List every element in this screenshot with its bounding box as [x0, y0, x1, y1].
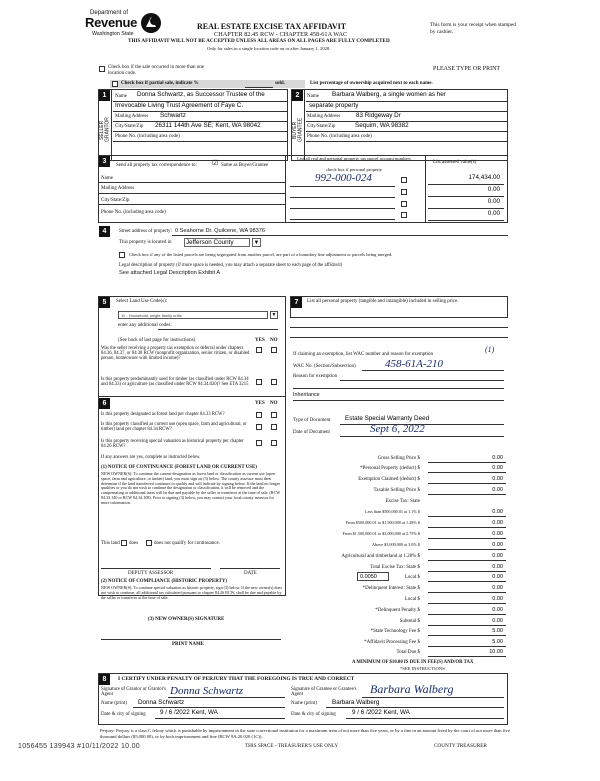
buyer-phone-label: Phone No. (including area code)	[307, 134, 372, 139]
calc-label-penalty: *Delinquent Penalty $	[375, 608, 420, 613]
seller-name-label: Name	[115, 94, 127, 99]
calc-value-processing-fee[interactable]: 5.00	[492, 639, 503, 645]
land-use-label: Select Land Use Code(s):	[116, 299, 168, 304]
buyer-mail-label: Mailing Address	[307, 114, 341, 119]
seller-side-label: SELLER GRANTOR	[99, 117, 111, 143]
grantee-signature-label: Signature of Grantee or Grantee's Agent	[291, 687, 357, 698]
s6-q1-no-checkbox[interactable]	[271, 412, 277, 418]
grantor-name-label: Name (print)	[101, 701, 127, 706]
s3-phone-label: Phone No. (including area code)	[101, 210, 166, 215]
calc-value-gross[interactable]: 0.00	[492, 455, 503, 461]
calc-label-tier4: Above $3,000,000 at 3.0% $	[371, 542, 420, 547]
grantee-name-label: Name (print)	[291, 701, 317, 706]
buyer-city[interactable]: Sequim, WA 98382	[355, 122, 409, 129]
grantor-date-label: Date & city of signing	[101, 712, 146, 717]
grantee-signature[interactable]: Barbara Walberg	[370, 682, 454, 696]
calc-label-processing-fee: *Affidavit Processing Fee $	[364, 640, 420, 645]
s3-city-label: City/State/Zip	[101, 198, 130, 203]
seller-name[interactable]: Donna Schwartz, as Successor Trustee of the	[137, 91, 265, 98]
exemption-reason[interactable]: Inheritance	[293, 392, 320, 398]
calc-label-taxable: Taxable Selling Price $	[373, 488, 420, 493]
deputy-assessor-label: DEPUTY ASSESSOR	[128, 571, 174, 576]
s6-q3-yes-checkbox[interactable]	[256, 440, 262, 446]
assessed-value-2[interactable]: 0.00	[487, 186, 500, 193]
calc-label-subtotal: Subtotal $	[399, 619, 420, 624]
doc-type[interactable]: Estate Special Warranty Deed	[345, 415, 430, 422]
section-2-number: 2	[292, 90, 303, 101]
county-dropdown-icon[interactable]: ▼	[253, 240, 260, 246]
notice-2-title: (2) NOTICE OF COMPLIANCE (HISTORIC PROPERTY)	[101, 579, 228, 584]
buyer-name-continued[interactable]: separate property	[309, 102, 359, 109]
calc-value-tier4[interactable]: 0.00	[492, 542, 503, 548]
s6-q2-yes-checkbox[interactable]	[256, 424, 262, 430]
section-4-number: 4	[99, 226, 110, 237]
calc-label-delinq-local: Local $	[404, 597, 420, 602]
exemption-label: If claiming an exemption, list WAC number and reason for exemption	[293, 352, 434, 357]
grantee-date-city[interactable]: 9 / 6 /2022 Kent, WA	[352, 709, 410, 716]
buyer-name-label: Name	[307, 94, 319, 99]
notice-1-text: NEW OWNER(S): To continue the current designation as forest land or classification as current use (open space, farm and agriculture, or timber) land, you must sign on (3) below. The county assessor must then determine if the land transferred continues to qualify and will indicate by signing below. If the land no longer qualifies or you do not wish to continue the designation or classification, it will be removed and the compensating or additional taxes will be due and payable by the seller or transferor at the time of sale. (RCW 84.33.140 or RCW 84.34.108). Prior to signing (3) below, you may contact your local county assessor for more information.	[101, 471, 281, 505]
wac-subsection-note: (1)	[485, 345, 495, 354]
assessed-value-3[interactable]: 0.00	[487, 198, 500, 205]
calc-value-local[interactable]: 0.00	[492, 574, 503, 580]
personal-property-header: check box if personal property	[325, 167, 383, 172]
calc-value-exemption[interactable]: 0.00	[492, 476, 503, 482]
seller-name-continued[interactable]: Irrevocable Living Trust Agreement of Faye C.	[115, 102, 244, 109]
additional-codes-label: enter any additional codes:	[118, 323, 172, 328]
see-back-note: (See back of last page for instructions)	[118, 338, 196, 343]
personal-property-checkbox-4[interactable]	[401, 212, 407, 218]
s6-q2-no-checkbox[interactable]	[271, 424, 277, 430]
personal-property-checkbox-1[interactable]	[401, 177, 407, 183]
street-address-label: Street address of property:	[119, 229, 172, 234]
buyer-side-label: BUYER GRANTEE	[292, 117, 304, 143]
local-rate-input[interactable]: 0.0050	[357, 572, 389, 581]
receipt-note: This form is your receipt when stamped by cashier.	[430, 22, 516, 36]
reason-label: Reason for exemption	[293, 374, 338, 379]
section-1-number: 1	[99, 90, 110, 101]
s5-q2-yes-checkbox[interactable]	[256, 379, 262, 385]
s5-q1-yes-checkbox[interactable]	[256, 347, 262, 353]
county-select[interactable]: Jefferson County	[184, 238, 250, 247]
s6-question-3: Is this property receiving special valuation as historical property per chapter 84.26 RCW?	[101, 439, 244, 450]
section-6-number: 6	[99, 398, 110, 409]
s6-q3-no-checkbox[interactable]	[271, 440, 277, 446]
assessed-value-1[interactable]: 174,434.00	[468, 174, 500, 181]
form-chapter: CHAPTER 82.45 RCW - CHAPTER 458-61A WAC	[214, 31, 348, 38]
multi-location-label: Check box if the sale occurred in more than one location code.	[108, 65, 204, 76]
calc-label-agri: Agricultural and timberland at 1.28% $	[341, 554, 420, 559]
wac-number[interactable]: 458-61A-210	[385, 358, 444, 370]
calc-value-agri[interactable]: 0.00	[492, 553, 503, 559]
minimum-due-note: A MINIMUM OF $10.00 IS DUE IN FEE(S) AND/OR TAX	[352, 660, 474, 665]
assessor-date-label: DATE	[244, 571, 257, 576]
partial-sale-label: Check box if partial sale, indicate %	[121, 81, 199, 86]
calc-label-total-state: Total Excise Tax: State $	[370, 565, 420, 570]
segregated-checkbox[interactable]	[119, 252, 125, 258]
notice-1-title: (1) NOTICE OF CONTINUANCE (FOREST LAND OR CURRENT USE)	[101, 465, 257, 470]
this-land-label: This land	[101, 541, 120, 546]
s5-yes-header: YES	[255, 338, 265, 343]
land-use-dropdown-icon[interactable]: ▼	[271, 313, 277, 318]
logo-mark-icon	[140, 12, 162, 34]
grantee-date-label: Date & city of signing	[291, 712, 336, 717]
s5-question-2: Is this property predominantly used for timber (as classified under RCW 84.34 and 84.33) or agriculture (as classified under RCW 84.34.020)? See ETA 3215	[101, 377, 249, 388]
calc-value-tier1[interactable]: 0.00	[492, 509, 503, 515]
section-7-number: 7	[291, 297, 302, 308]
legal-description[interactable]: See attached Legal Description Exhibit A	[119, 270, 221, 276]
calc-value-subtotal[interactable]: 0.00	[492, 618, 503, 624]
calc-label-tier3: From $1,500,000.01 to $3,000,000 at 2.75% $	[342, 531, 420, 536]
grantee-name[interactable]: Barbara Walberg	[332, 699, 380, 706]
certify-statement: I CERTIFY UNDER PENALTY OF PERJURY THAT THE FOREGOING IS TRUE AND CORRECT	[118, 676, 355, 682]
s5-q2-no-checkbox[interactable]	[271, 379, 277, 385]
s6-yes-header: YES	[255, 401, 265, 406]
buyer-name[interactable]: Barbara Walberg, a single women as her	[332, 91, 446, 98]
same-as-buyer-check-icon[interactable]: ☑	[212, 159, 219, 167]
section-5-number: 5	[99, 297, 110, 308]
does-not-checkbox[interactable]	[146, 540, 152, 546]
calc-value-tier2[interactable]: 0.00	[492, 520, 503, 526]
multi-location-checkbox[interactable]	[99, 66, 105, 72]
parcel-header: List all real and personal property tax parcel account numbers	[297, 156, 411, 161]
notice-2-text: NEW OWNER(S): To continue special valuation as historic property, sign (3) below. If the new owner(s) does not wish to continue, all additional tax calculated pursuant to chapter 84.26 RCW, shall be due and payable by the seller or transferor at the time of sale.	[101, 585, 282, 600]
sold-label: sold.	[275, 81, 285, 86]
s5-question-1: Was the seller receiving a property tax exemption or deferral under chapters 84.36, 84.37, or 84.38 RCW (nonprofit organization, senior citizen, or disabled person, homeowner with limited income)?	[101, 346, 250, 362]
logo-dept-top: Department of	[90, 10, 129, 16]
calc-label-tech-fee: *State Technology Fee $	[370, 629, 420, 634]
s6-question-1: Is this property designated as forest land per chapter 84.33 RCW?	[101, 412, 225, 417]
form-warning: THIS AFFIDAVIT WILL NOT BE ACCEPTED UNLESS ALL AREAS ON ALL PAGES ARE FULLY COMPLETED	[128, 38, 390, 44]
seller-phone-label: Phone No. (including area code)	[115, 134, 180, 139]
calc-value-taxable[interactable]: 0.00	[492, 487, 503, 493]
calc-value-personal[interactable]: 0.00	[492, 465, 503, 471]
personal-property-list-label: List all personal property (tangible and intangible) included in selling price.	[307, 299, 459, 304]
personal-property-checkbox-3[interactable]	[401, 201, 407, 207]
treasurer-use-label: THIS SPACE - TREASURER'S USE ONLY	[245, 743, 339, 749]
calc-label-exemption: Exemption Claimed (deduct) $	[358, 477, 420, 482]
seller-mail-label: Mailing Address	[115, 114, 149, 119]
buyer-city-label: City/State/Zip	[307, 124, 336, 129]
logo-state: Washington State	[92, 31, 134, 37]
calc-value-total-state[interactable]: 0.00	[492, 564, 503, 570]
new-owner-signature-label: (3) NEW OWNER(S) SIGNATURE	[148, 617, 225, 622]
does-label: does	[129, 541, 139, 546]
s3-mail-label: Mailing Address	[101, 186, 135, 191]
recording-stamp: 1056455 139943 #10/11/2022 10.00	[18, 743, 140, 750]
calc-value-delinq-state[interactable]: 0.00	[492, 585, 503, 591]
s6-question-2: Is this property classified as current use (open space, farm and agricultural, or timber) land per chapter 84.34 RCW?	[101, 422, 247, 433]
s6-no-header: NO	[270, 401, 278, 406]
grantor-signature-label: Signature of Grantor or Grantor's Agent	[101, 687, 166, 698]
ownership-note: List percentage of ownership acquired next to each name.	[310, 81, 433, 86]
does-not-label: does not qualify for continuance.	[154, 541, 220, 546]
section-3-number: 3	[99, 156, 110, 167]
s5-no-header: NO	[270, 338, 278, 343]
see-instructions-note: *SEE INSTRUCTIONS	[400, 666, 445, 671]
print-name-label: PRINT NAME	[172, 642, 204, 647]
county-treasurer-label: COUNTY TREASURER	[434, 743, 487, 749]
perjury-notice: Perjury: Perjury is a class C felony which is punishable by imprisonment in the state correctional institution for a maximum term of not more than five years, or by a fine in an amount fixed by the court of not more than five thousand dollars ($5,000.00), or by both imprisonment and fine (RCW 9A.20.020 (1C)).	[100, 728, 510, 739]
wac-label: WAC No. (Section/Subsection)	[293, 364, 356, 369]
calc-label-local: Local $	[404, 575, 420, 580]
doc-type-label: Type of Document	[293, 418, 331, 423]
partial-sale-checkbox[interactable]	[112, 81, 118, 87]
grantor-signature[interactable]: Donna Schwartz	[170, 685, 244, 697]
sales-note: Only for sales in a single location code on or after January 1, 2020.	[207, 46, 331, 51]
calc-label-delinq-state: *Delinquent Interest: State $	[362, 586, 420, 591]
doc-date[interactable]: Sept 6, 2022	[370, 423, 425, 435]
logo-dept-name: Revenue	[85, 15, 138, 30]
s5-q1-no-checkbox[interactable]	[271, 347, 277, 353]
seller-city[interactable]: 26311 144th Ave SE; Kent, WA 98042	[155, 122, 261, 129]
seller-mail[interactable]: Schwartz	[160, 112, 186, 119]
segregated-label: Check box if any of the listed parcels are being segregated from another parcel, are part of a boundary line adjustment or parcels being merged.	[129, 252, 393, 257]
print-note: PLEASE TYPE OR PRINT	[433, 66, 501, 72]
legal-description-label: Legal description of property (if more space is needed, you may attach a separate sheet to each page of the affidavit)	[119, 263, 343, 268]
calc-value-delinq-local[interactable]: 0.00	[492, 596, 503, 602]
calc-value-tech-fee[interactable]: 5.00	[492, 628, 503, 634]
section-8-number: 8	[99, 674, 110, 685]
calc-label-total-due: Total Due $	[396, 650, 420, 655]
assessed-value-4[interactable]: 0.00	[487, 210, 500, 217]
if-yes-note: If any answers are yes, complete as instructed below.	[101, 455, 201, 460]
same-as-buyer-label: Same as Buyer/Grantee	[221, 163, 269, 168]
calc-label-gross: Gross Selling Price $	[377, 456, 420, 461]
s6-q1-yes-checkbox[interactable]	[256, 412, 262, 418]
calc-value-tier3[interactable]: 0.00	[492, 531, 503, 537]
parcel-number[interactable]: 992-000-024	[315, 172, 372, 184]
land-use-select[interactable]: 11 - Household, single family units	[118, 311, 268, 319]
calc-label-excise-state: Excise Tax: State	[385, 499, 420, 504]
located-in-label: This property is located in	[119, 240, 172, 245]
s3-name-label: Name	[101, 176, 113, 181]
street-address[interactable]: 0 Seahorne Dr. Quilcene, WA 98376	[175, 228, 265, 234]
grantor-name[interactable]: Donna Schwartz	[138, 699, 185, 706]
calc-value-total-due[interactable]: 10.00	[489, 649, 503, 655]
does-checkbox[interactable]	[121, 540, 127, 546]
personal-property-checkbox-2[interactable]	[401, 189, 407, 195]
send-correspondence-label: Send all property tax correspondence to:	[116, 163, 197, 168]
calc-label-tier1: Less than $500,000.01 at 1.1% $	[365, 509, 420, 514]
calc-label-personal: *Personal Property (deduct) $	[360, 466, 420, 471]
buyer-mail[interactable]: 83 Ridgeway Dr	[356, 112, 401, 119]
doc-date-label: Date of Document	[293, 430, 330, 435]
form-title: REAL ESTATE EXCISE TAX AFFIDAVIT	[197, 22, 347, 31]
calc-label-tier2: From $500,000.01 to $1,500,000 at 1.28% $	[345, 520, 420, 525]
assessed-value-header: List assessed value(s)	[433, 160, 477, 165]
grantor-date-city[interactable]: 9 / 6 /2022 Kent, WA	[160, 709, 218, 716]
seller-city-label: City/State/Zip	[115, 124, 144, 129]
calc-value-penalty[interactable]: 0.00	[492, 607, 503, 613]
